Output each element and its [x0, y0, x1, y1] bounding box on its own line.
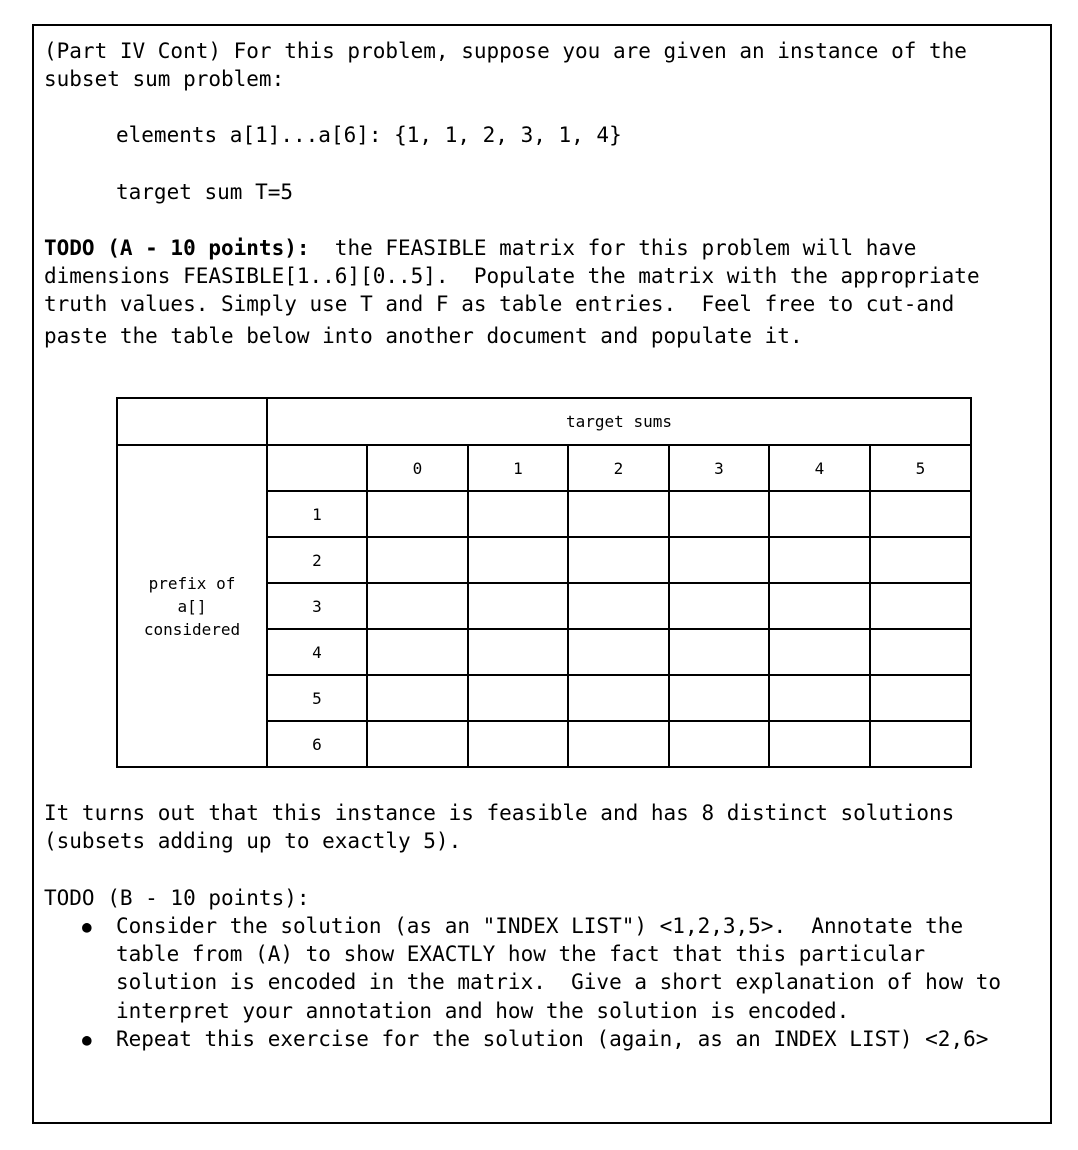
bullet-icon: ●	[82, 917, 92, 936]
row-header: 6	[267, 721, 367, 767]
todo-b-bullet-1-line-2: table from (A) to show EXACTLY how the fact that this particular	[116, 942, 926, 966]
table-cell[interactable]	[468, 675, 568, 721]
table-cell[interactable]	[468, 537, 568, 583]
col-header: 2	[568, 445, 669, 491]
table-cell[interactable]	[769, 583, 870, 629]
table-cell[interactable]	[367, 629, 468, 675]
table-cell[interactable]	[669, 491, 769, 537]
elements-line: elements a[1]...a[6]: {1, 1, 2, 3, 1, 4}	[116, 123, 622, 147]
feasible-table	[116, 397, 972, 768]
todo-b-label: TODO (B - 10 points):	[44, 886, 310, 910]
corner-cell	[117, 398, 267, 445]
intro-line-2: subset sum problem:	[44, 67, 285, 91]
table-cell[interactable]	[367, 721, 468, 767]
result-line-2: (subsets adding up to exactly 5).	[44, 829, 462, 853]
table-cell[interactable]	[568, 721, 669, 767]
table-cell[interactable]	[568, 537, 669, 583]
col-header: 4	[769, 445, 870, 491]
target-line: target sum T=5	[116, 180, 294, 204]
todo-a-line-2: dimensions FEASIBLE[1..6][0..5]. Populate the matrix with the appropriate	[44, 264, 980, 288]
col-header: 5	[870, 445, 971, 491]
col-header: 3	[669, 445, 769, 491]
row-header: 1	[267, 491, 367, 537]
table-cell[interactable]	[769, 537, 870, 583]
todo-a-line-1	[44, 234, 916, 262]
prefix-header-line-3: considered	[143, 619, 241, 639]
index-corner-cell	[267, 445, 367, 491]
table-cell[interactable]	[367, 491, 468, 537]
table-cell[interactable]	[669, 537, 769, 583]
table-cell[interactable]	[367, 583, 468, 629]
table-cell[interactable]	[870, 491, 971, 537]
result-line-1: It turns out that this instance is feasible and has 8 distinct solutions	[44, 801, 955, 825]
prefix-header	[117, 445, 267, 767]
table-cell[interactable]	[468, 583, 568, 629]
table-cell[interactable]	[769, 721, 870, 767]
todo-a-label: TODO (A - 10 points):	[44, 236, 310, 260]
table-cell[interactable]	[769, 629, 870, 675]
table-cell[interactable]	[870, 629, 971, 675]
intro-line-1: (Part IV Cont) For this problem, suppose you are given an instance of the	[44, 39, 967, 63]
todo-b-bullet-1-line-4: interpret your annotation and how the solution is encoded.	[116, 999, 850, 1023]
prefix-header-line-2: a[]	[177, 596, 207, 616]
table-cell[interactable]	[870, 721, 971, 767]
row-header: 2	[267, 537, 367, 583]
table-cell[interactable]	[568, 675, 669, 721]
table-cell[interactable]	[769, 491, 870, 537]
table-cell[interactable]	[870, 537, 971, 583]
table-cell[interactable]	[870, 583, 971, 629]
col-header: 0	[367, 445, 468, 491]
table-cell[interactable]	[669, 675, 769, 721]
bullet-icon: ●	[82, 1030, 92, 1049]
todo-a-line-3: truth values. Simply use T and F as table entries. Feel free to cut-and	[44, 292, 955, 316]
table-cell[interactable]	[568, 491, 669, 537]
todo-a-text-1: the FEASIBLE matrix for this problem will have	[309, 236, 917, 260]
row-header: 3	[267, 583, 367, 629]
table-cell[interactable]	[568, 583, 669, 629]
table-cell[interactable]	[669, 721, 769, 767]
todo-b-bullet-1-line-1: Consider the solution (as an "INDEX LIST") <1,2,3,5>. Annotate the	[116, 914, 964, 938]
todo-b-bullet-1-line-3: solution is encoded in the matrix. Give a short explanation of how to	[116, 970, 1002, 994]
target-sums-header: target sums	[267, 398, 971, 445]
table-cell[interactable]	[468, 629, 568, 675]
col-header: 1	[468, 445, 568, 491]
todo-a-line-4: paste the table below into another document and populate it.	[44, 324, 803, 348]
prefix-header-line-1: prefix of	[148, 573, 236, 593]
table-cell[interactable]	[769, 675, 870, 721]
row-header: 5	[267, 675, 367, 721]
table-cell[interactable]	[870, 675, 971, 721]
table-cell[interactable]	[367, 675, 468, 721]
table-cell[interactable]	[468, 491, 568, 537]
row-header: 4	[267, 629, 367, 675]
table-cell[interactable]	[669, 629, 769, 675]
todo-b-bullet-2: Repeat this exercise for the solution (again, as an INDEX LIST) <2,6>	[116, 1027, 989, 1051]
table-cell[interactable]	[568, 629, 669, 675]
table-cell[interactable]	[669, 583, 769, 629]
table-cell[interactable]	[468, 721, 568, 767]
table-cell[interactable]	[367, 537, 468, 583]
